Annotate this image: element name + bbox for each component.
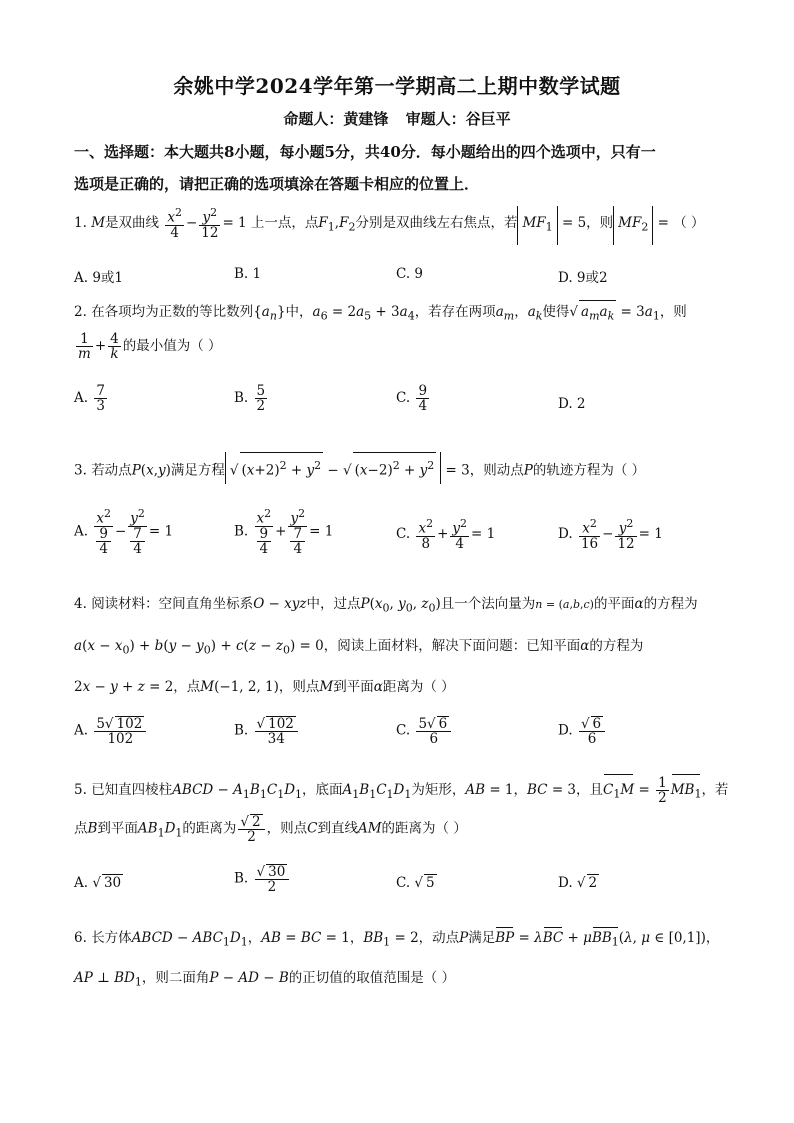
- question-text: 的距离为: [182, 820, 237, 837]
- math-fraction: $\frac{9}{4}$: [418, 383, 428, 415]
- option-label: B.: [234, 722, 249, 739]
- question-text: ，则点: [266, 820, 308, 837]
- question-text: 的方程为: [589, 638, 644, 654]
- question-6: 6. 长方体ABCD − $ABC_1D_1$，AB = BC = 1，$BB_1 = 2$，动点P满足BP = λBC + μBB$_1$(λ, μ ∈ [0,1])，: [74, 930, 720, 949]
- option-label: C.: [396, 525, 411, 542]
- question-text: 是双曲线: [105, 215, 160, 231]
- question-5-line-2: 点B到平面$AB_1D_1$的距离为 $\frac{√ 2}{2}$ ，则点C到直线AM的距离为（ ）: [74, 814, 467, 846]
- option-label: A.: [74, 390, 89, 407]
- question-text: ，: [514, 304, 528, 320]
- question-text: 上一点，点: [250, 215, 319, 231]
- option-c: [396, 716, 453, 746]
- math-fraction: $\frac{√ 102}{34}$: [255, 716, 298, 746]
- question-number: 5.: [74, 782, 87, 799]
- section-line-1: 一、选择题：本大题共8小题，每小题5分，共40分．每小题给出的四个选项中，只有一: [74, 143, 656, 161]
- question-5: 5. 已知直四棱柱ABCD − $A_1B_1C_1D_1$，底面$A_1B_1C_1D_1$为矩形，AB = 1，BC = 3，且$C_1M$ = $\frac{1}{2}$ $MB_1$，若: [74, 775, 729, 807]
- question-text: ，: [705, 930, 720, 946]
- option-c: C. √ 5: [396, 875, 435, 891]
- question-text: ，则点: [278, 679, 320, 695]
- question-text: 长方体: [91, 930, 132, 946]
- section-line-2: 选项是正确的，请把正确的选项填涂在答题卡相应的位置上．: [74, 175, 480, 193]
- math-fraction: $\frac{1}{2}$: [658, 775, 667, 807]
- question-text: ，且: [576, 782, 604, 799]
- question-text: ，: [349, 930, 364, 946]
- question-text: 使得: [542, 304, 570, 320]
- question-text: ，底面: [302, 782, 343, 799]
- option-b: B. 1: [234, 266, 262, 282]
- question-text: 距离为（ ）: [382, 679, 455, 695]
- question-text: 满足: [468, 930, 496, 946]
- math-fraction: $y^2$ 7 4: [290, 507, 306, 557]
- math-fraction: $x^2$ 9 4: [256, 507, 272, 557]
- question-text: 中，: [285, 304, 313, 320]
- question-text: 的正切值的取值范围是（ ）: [288, 970, 456, 986]
- option-d: D. $\frac{x^2}{16}$ − $\frac{y^2}{12}$ = 1: [558, 517, 663, 552]
- math-fraction: $x^2$ 9 4: [96, 507, 111, 557]
- math-fraction: $y^2$ 7 4: [130, 507, 145, 557]
- math-fraction: $\frac{5}{2}$: [256, 383, 266, 415]
- question-text: 为矩形，: [411, 782, 466, 799]
- option-label: D.: [558, 722, 573, 739]
- option-d: D. √ 2: [558, 875, 598, 891]
- question-text: 的轨迹方程为（ ）: [532, 462, 646, 479]
- question-number: 4.: [74, 596, 87, 612]
- option-a: A. 9或1: [74, 270, 124, 286]
- option-label: D.: [558, 875, 573, 891]
- option-label: C.: [396, 722, 411, 739]
- question-text: （ ）: [673, 215, 705, 231]
- question-text: 分别是双曲线左右焦点，若: [355, 215, 518, 231]
- math-fraction: $\frac{7}{3}$: [96, 383, 105, 415]
- question-2-line-2: $\frac{1}{m}$ + $\frac{4}{k}$ 的最小值为（ ）: [78, 331, 222, 363]
- question-4: 4. 阅读材料：空间直角坐标系O − xyz中，过点$P(x_0$, $y_0$, $z_0$)且一个法向量为n = (a,b,c)的平面α的方程为: [74, 596, 698, 615]
- question-text: 点: [74, 820, 88, 837]
- question-text: 若动点: [91, 462, 132, 479]
- question-text: ，: [513, 782, 528, 799]
- option-b: [234, 864, 291, 894]
- question-4-line-3: 2x − y + z = 2，点M(−1, 2, 1)，则点M到平面α距离为（ ）: [74, 679, 455, 695]
- math-fraction: $\frac{1}{m}$: [78, 331, 91, 363]
- question-text: 中，过点: [306, 596, 361, 612]
- question-text: ，若: [701, 782, 729, 799]
- option-label: B.: [234, 870, 249, 887]
- option-c: C. $\frac{x^2}{8}$ + $\frac{y^2}{4}$ = 1: [396, 517, 496, 552]
- math-fraction: $\frac{√ 6}{6}$: [579, 716, 605, 746]
- math-fraction: $\frac{4}{k}$: [110, 331, 119, 363]
- option-c: [396, 384, 431, 413]
- math-fraction: $\frac{5√ 102}{102}$: [94, 716, 146, 746]
- question-6-line-2: AP ⊥ $BD_1$，则二面角P − AD − B的正切值的取值范围是（ ）: [74, 970, 456, 989]
- option-b: [234, 716, 300, 746]
- math-fraction: $\frac{y^2}{12}$: [201, 206, 219, 241]
- question-3: 3. 若动点P(x,y)满足方程 √ $(x+2)^2 + y^2$ − √ $(x-2)^2 + y^2 = 3$，则动点P的轨迹方程为（ ）: [74, 452, 730, 484]
- option-label: A.: [74, 722, 89, 739]
- question-number: 6.: [74, 930, 87, 946]
- option-b: B. $x^2$ 9 4 + $y^2$ 7 4 = 1: [234, 507, 334, 557]
- math-fraction: $\frac{x^2}{4}$: [167, 206, 182, 241]
- question-4-line-2: $a(x - x_0) + b(y - y_0) + c(z - z_0) = 0$，阅读上面材料，解决下面问题：已知平面α的方程为: [74, 638, 644, 657]
- option-label: B.: [234, 390, 249, 407]
- setter-label: 命题人：黄建锋: [283, 110, 389, 128]
- question-number: 3.: [74, 462, 87, 479]
- author-line: [0, 108, 794, 129]
- option-label: D.: [558, 525, 573, 542]
- reviewer-label: 审题人：谷巨平: [405, 110, 511, 128]
- question-text: 到直线: [317, 820, 358, 837]
- question-text: ，则: [659, 304, 687, 320]
- option-d: D. 9或2: [558, 270, 608, 286]
- section-heading: [74, 136, 724, 200]
- option-a: A. √ 30: [74, 875, 122, 891]
- math-fraction: $\frac{√ 2}{2}$: [238, 814, 264, 844]
- math-fraction: $\frac{y^2}{12}$: [617, 517, 635, 552]
- page-title: 余姚中学2024学年第一学期高二上期中数学试题: [173, 74, 621, 98]
- question-text: 阅读材料：空间直角坐标系: [91, 596, 254, 612]
- option-label: A.: [74, 875, 89, 891]
- option-b: [234, 384, 269, 413]
- question-text: ，阅读上面材料，解决下面问题：已知平面: [323, 638, 581, 654]
- option-label: A.: [74, 523, 89, 540]
- math-fraction: $\frac{√ 30}{2}$: [255, 864, 290, 894]
- question-text: ，点: [173, 679, 201, 695]
- option-a: A. $x^2$ 9 4 − $y^2$ 7 4 = 1: [74, 507, 174, 557]
- question-number: 1.: [74, 215, 87, 231]
- question-text: 的方程为: [643, 596, 698, 612]
- option-c: C. 9: [396, 266, 424, 282]
- question-text: ，动点: [418, 930, 460, 946]
- question-text: ，则: [586, 215, 614, 231]
- option-a: [74, 716, 148, 746]
- question-2: 2. 在各项均为正数的等比数列$\{a_n\}$中，$a_6 = 2a_5 + 3a_4$，若存在两项$a_m$，$a_k$使得√ $a_ma_k = 3a_1$，则: [74, 300, 730, 328]
- question-text: ，则动点: [469, 462, 524, 479]
- math-fraction: $\frac{x^2}{16}$: [580, 517, 599, 552]
- math-fraction: $\frac{x^2}{8}$: [418, 517, 434, 552]
- math-fraction: $\frac{y^2}{4}$: [452, 517, 468, 552]
- option-a: [74, 384, 109, 413]
- question-text: 的最小值为（ ）: [122, 338, 222, 355]
- math-text: M: [91, 215, 106, 231]
- question-text: 满足方程: [170, 462, 225, 479]
- option-label: C.: [396, 390, 411, 407]
- question-text: 在各项均为正数的等比数列: [91, 304, 254, 320]
- question-text: ，则二面角: [141, 970, 210, 986]
- question-text: 到平面: [333, 679, 374, 695]
- question-text: 已知直四棱柱: [91, 782, 173, 799]
- option-d: D. 2: [558, 396, 586, 412]
- question-text: 到平面: [97, 820, 138, 837]
- question-number: 2.: [74, 304, 87, 320]
- question-text: 的距离为（ ）: [381, 820, 467, 837]
- math-fraction: $\frac{5√ 6}{6}$: [416, 716, 451, 746]
- option-label: B.: [234, 523, 249, 540]
- question-text: ，: [247, 930, 262, 946]
- question-text: 且一个法向量为: [440, 596, 536, 612]
- question-1: 1. M是双曲线 $\frac{x^2}{4}$ − $\frac{y^2}{12}$ = 1 上一点，点$F_1,F_2$分别是双曲线左右焦点，若 $MF_1 = 5$，则 $MF_2$ = （ ）: [74, 206, 730, 245]
- question-text: ，若存在两项: [414, 304, 496, 320]
- option-d: [558, 716, 607, 746]
- option-label: C.: [396, 875, 411, 891]
- question-text: 的平面: [593, 596, 635, 612]
